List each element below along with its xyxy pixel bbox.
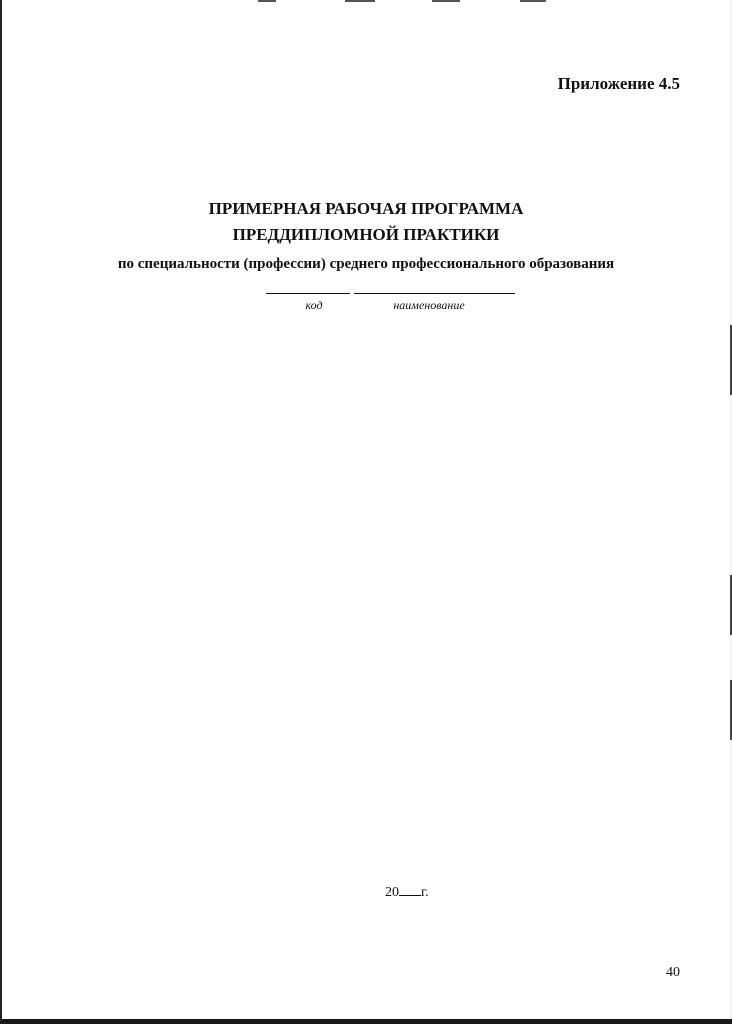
- code-field-line: [266, 293, 350, 294]
- name-field-line: [354, 293, 515, 294]
- year-blank: [399, 894, 421, 896]
- year-line: [385, 885, 429, 901]
- scan-edge-left: [0, 0, 2, 1024]
- scan-mark: [258, 0, 276, 2]
- scan-edge-bottom: [0, 1019, 732, 1024]
- page-number: 40: [666, 965, 680, 980]
- appendix-label: Приложение 4.5: [557, 74, 680, 93]
- name-field-label: наименование: [393, 298, 465, 312]
- code-field-label: код: [305, 298, 323, 312]
- year-prefix: 20: [385, 885, 399, 900]
- scan-mark: [520, 0, 546, 2]
- document-subtitle: по специальности (профессии) среднего профессионального образования: [117, 256, 615, 272]
- document-title-line-2: ПРЕДДИПЛОМНОЙ ПРАКТИКИ: [232, 225, 500, 244]
- scan-mark: [345, 0, 375, 2]
- year-suffix: г.: [421, 885, 429, 900]
- scan-mark: [432, 0, 460, 2]
- document-title-line-1: ПРИМЕРНАЯ РАБОЧАЯ ПРОГРАММА: [208, 199, 524, 218]
